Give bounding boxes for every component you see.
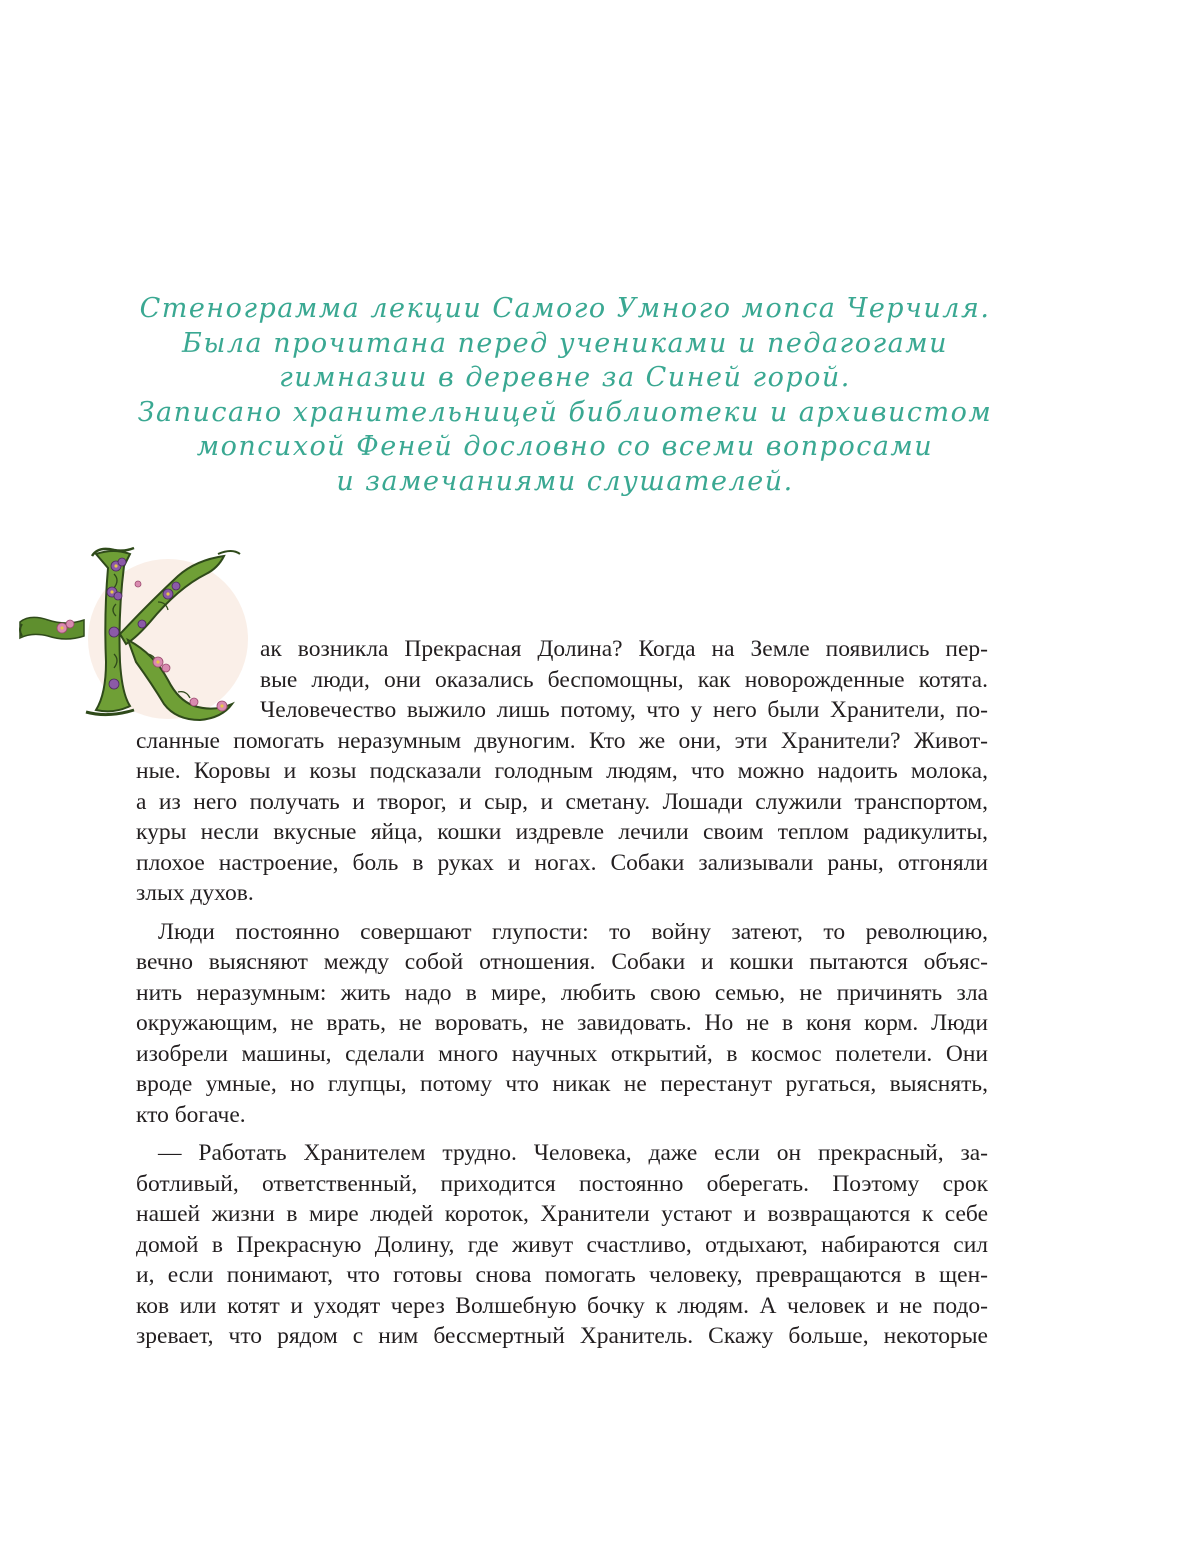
text-line: сланные помогать неразумным двуногим. Кто же они, эти Хранители? Живот- xyxy=(136,727,988,754)
epigraph-line: Была прочитана перед учениками и педагогами xyxy=(182,327,948,359)
epigraph-line: Стенограмма лекции Самого Умного мопса Черчиля. xyxy=(139,293,991,324)
epigraph xyxy=(130,292,1000,499)
text-line: куры несли вкусные яйца, кошки издревле лечили своим теплом радикулиты, xyxy=(136,819,988,845)
text-line: Человечество выжило лишь потому, что у него были Хранители, по- xyxy=(260,697,988,723)
text-line: ботливый, ответственный, приходится постоянно оберегать. Поэтому срок xyxy=(136,1170,988,1197)
text-line: ак возникла Прекрасная Долина? Когда на Земле появились пер- xyxy=(260,636,988,662)
text-line: плохое настроение, боль в руках и ногах. Собаки зализывали раны, отгоняли xyxy=(136,849,988,876)
text-line: изобрели машины, сделали много научных открытий, в космос полетели. Они xyxy=(136,1040,988,1067)
epigraph-line: и замечаниями слушателей. xyxy=(336,465,794,497)
text-line: а из него получать и творог, и сыр, и сметану. Лошади служили транспортом, xyxy=(136,788,988,815)
epigraph-line: гимназии в деревне за Синей горой. xyxy=(279,362,851,393)
epigraph-line: Записано хранительницей библиотеки и архивистом xyxy=(137,396,993,428)
text-line: ные. Коровы и козы подсказали голодным людям, что можно надоить молока, xyxy=(136,758,988,784)
text-line: ков или котят и уходят через Волшебную бочку к людям. А человек и не подо- xyxy=(136,1292,988,1319)
text-line: окружающим, не врать, не воровать, не завидовать. Но не в коня корм. Люди xyxy=(136,1010,988,1036)
text-line: зревает, что рядом с ним бессмертный Хранитель. Скажу больше, некоторые xyxy=(136,1323,988,1349)
text-line: нить неразумным: жить надо в мире, любить свою семью, не причинять зла xyxy=(136,979,988,1006)
epigraph-line: мопсихой Феней дословно со всеми вопросами xyxy=(196,431,934,462)
text-line: Люди постоянно совершают глупости: то войну затеют, то революцию, xyxy=(158,918,988,945)
text-line: домой в Прекрасную Долину, где живут счастливо, отдыхают, набираются сил xyxy=(136,1231,988,1258)
text-line: и, если понимают, что готовы снова помогать человеку, превращаются в щен- xyxy=(136,1262,988,1288)
text-line: вечно выясняют между собой отношения. Собаки и кошки пытаются объяс- xyxy=(136,949,988,975)
text-line: вые люди, они оказались беспомощны, как новорожденные котята. xyxy=(260,666,988,693)
body-text xyxy=(136,634,988,1352)
text-line: кто богаче. xyxy=(136,1101,246,1128)
text-line: вроде умные, но глупцы, потому что никак не перестанут ругаться, выяснять, xyxy=(136,1071,988,1097)
text-line: злых духов. xyxy=(136,880,254,906)
text-line: — Работать Хранителем трудно. Человека, даже если он прекрасный, за- xyxy=(158,1140,988,1166)
text-line: нашей жизни в мире людей короток, Хранители устают и возвращаются к себе xyxy=(136,1201,988,1227)
